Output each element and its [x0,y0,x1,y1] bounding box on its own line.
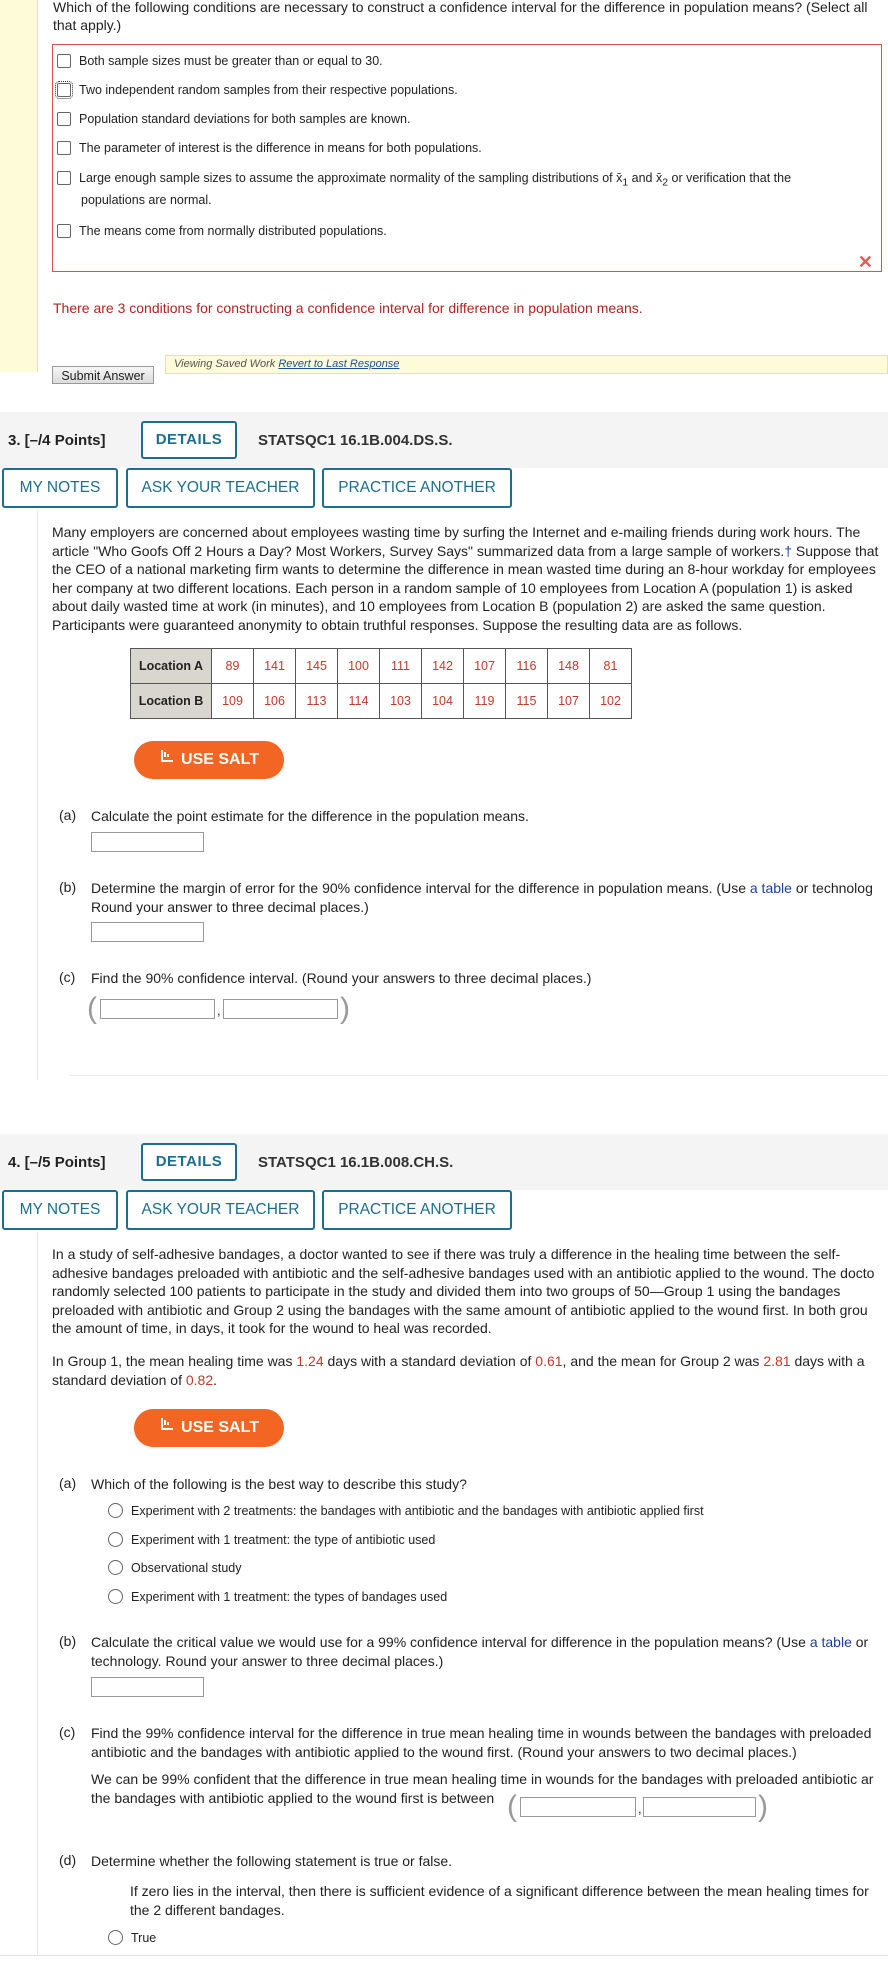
stats-text: In Group 1, the mean healing time was [52,1353,297,1369]
intro-line: the amount of time, in days, it took for the wound to heal was recorded. [52,1320,492,1336]
details-button[interactable]: DETAILS [141,421,237,459]
radio-button[interactable] [108,1930,123,1945]
part-b-text [91,1633,888,1670]
option-label: Large enough sample sizes to assume the approximate normality of the sampling distributions of [79,171,613,185]
q4-a-option-4[interactable] [108,1589,447,1604]
ci-upper-input[interactable] [643,1797,756,1817]
part-b-line [91,1633,888,1652]
close-paren: ) [758,1790,768,1823]
table-cell: 81 [590,649,632,684]
q4-code: STATSQC1 16.1B.008.CH.S. [258,1154,454,1171]
comma: , [638,1801,642,1816]
q2-option-6[interactable] [57,224,387,238]
option-label: Both sample sizes must be greater than or equal to 30. [79,54,383,68]
part-c-text [91,1724,888,1807]
table-cell: 107 [548,684,590,719]
part-a-text: Which of the following is the best way to describe this study? [91,1476,467,1492]
intro-line: In a study of self-adhesive bandages, a doctor wanted to see if there was truly a difference in the healing time between the self- [52,1246,841,1262]
table-cell: 89 [212,649,254,684]
part-b-label: (b) [59,879,77,895]
group2-mean: 2.81 [763,1353,791,1369]
q4-number: 4. [–/5 Points] [8,1154,106,1171]
use-salt-button[interactable] [134,741,284,779]
part-d-text: Determine whether the following statement is true or false. [91,1853,453,1869]
statement-line: the 2 different bandages. [130,1901,285,1918]
checkbox[interactable] [57,83,71,97]
q4-a-option-2[interactable] [108,1532,435,1547]
table-cell: 103 [380,684,422,719]
option-label-group [79,171,791,207]
q4-a-option-1[interactable] [108,1503,704,1518]
point-estimate-input[interactable] [91,832,204,852]
intro-line: about daily wasted time at work (in minutes), and 10 employees from Location B (population 2) are asked the same question. [52,598,826,614]
table-cell: 113 [296,684,338,719]
comma: , [217,1003,221,1018]
stats-text: days with a standard deviation of [323,1353,536,1369]
intro-line [52,542,888,561]
radio-button[interactable] [108,1589,123,1604]
group1-mean: 1.24 [296,1353,324,1369]
table-cell: 104 [422,684,464,719]
table-cell: 111 [380,649,422,684]
group1-sd: 0.61 [535,1353,563,1369]
intro-line: randomly selected 100 patients to participate in the study and divided them into two groups of 50—Group 1 using the bandages [52,1283,841,1299]
q2-option-2[interactable] [57,83,458,97]
q3-header [0,412,888,468]
part-b-line [91,879,888,898]
option-label: Observational study [131,1560,242,1575]
part-c-label: (c) [59,1724,76,1740]
option-label: The means come from normally distributed populations. [79,224,387,238]
saved-work-label: Viewing Saved Work [174,358,276,370]
radio-button[interactable] [108,1560,123,1575]
ci-lower-input[interactable] [100,999,215,1019]
close-paren: ) [340,992,350,1025]
salt-label: USE SALT [181,1419,259,1436]
part-b-line: technology. Round your answer to three decimal places.) [91,1652,444,1669]
stats-text: days with a [790,1353,865,1369]
checkbox[interactable] [57,112,71,126]
group2-sd: 0.82 [185,1371,214,1388]
ask-your-teacher-button[interactable]: ASK YOUR TEACHER [126,468,315,508]
table-cell: 148 [548,649,590,684]
radio-button[interactable] [108,1503,123,1518]
q3-intro [52,523,888,634]
table-cell: 102 [590,684,632,719]
practice-another-button[interactable]: PRACTICE ANOTHER [322,1190,512,1230]
part-d-statement [130,1882,888,1919]
stats-text: standard deviation of [52,1371,186,1388]
option-label-tail: or verification that the [671,171,792,185]
part-a-label: (a) [59,807,77,823]
stats-text: . [213,1371,218,1388]
submit-answer-button[interactable]: Submit Answer [52,366,154,384]
ci-lower-input[interactable] [520,1797,636,1817]
part-c-line: the bandages with antibiotic applied to the wound first is between [91,1789,495,1806]
option-label: The parameter of interest is the difference in means for both populations. [79,141,482,155]
part-b-text [91,879,888,916]
q2-option-4[interactable] [57,141,482,155]
use-salt-button[interactable] [134,1409,284,1447]
salt-icon [159,1409,175,1447]
table-cell: 115 [506,684,548,719]
section-divider [70,1075,888,1076]
option-label: Experiment with 2 treatments: the bandages with antibiotic and the bandages with antibiotic applied first [131,1503,704,1518]
table-row [131,684,632,719]
table-cell: 106 [254,684,296,719]
q4-d-true-option[interactable] [108,1930,156,1945]
option-label: Experiment with 1 treatment: the types of bandages used [131,1589,448,1604]
option-label: Two independent random samples from their respective populations. [79,83,458,97]
table-cell: 142 [422,649,464,684]
part-b-label: (b) [59,1633,77,1649]
table-link[interactable]: a table [809,1634,852,1650]
part-a-text: Calculate the point estimate for the difference in the population means. [91,808,529,824]
row-label: Location A [131,649,212,684]
my-notes-button[interactable]: MY NOTES [2,468,118,508]
intro-line: preloaded with antibiotic and Group 2 using the bandages with the same amount of antibiotic applied to the wound first. In both grou [52,1301,868,1318]
part-c-label: (c) [59,969,76,985]
table-cell: 145 [296,649,338,684]
part-c-line: We can be 99% confident that the difference in true mean healing time in wounds for the bandages with preloaded antibiotic ar [91,1771,874,1787]
footnote-link[interactable]: † [784,542,793,559]
part-b-line-text: Calculate the critical value we would use for a 99% confidence interval for difference in the population means? (Use [91,1634,806,1650]
row-label: Location B [131,684,212,719]
ask-your-teacher-button[interactable]: ASK YOUR TEACHER [126,1190,315,1230]
table-cell: 109 [212,684,254,719]
open-paren: ( [507,1790,517,1823]
intro-line-text: Suppose that [792,542,879,559]
intro-line: her company at two different locations. Each person in a random sample of 10 employees from Location A (population 1) is asked [52,579,853,596]
q4-header [0,1134,888,1190]
q4-intro [52,1245,888,1338]
bottom-edge [0,1955,888,1969]
content-rule [37,1232,38,1968]
salt-icon [159,741,175,779]
radio-button[interactable] [108,1532,123,1547]
revert-link[interactable]: Revert to Last Response [278,358,400,370]
part-c-line: antibiotic and the bandages with antibiotic applied to the wound first. (Round your answers to two decimal places.) [91,1743,797,1760]
question-2-area [0,0,888,372]
q2-option-5[interactable] [57,171,877,207]
intro-line: Participants were guaranteed anonymity to obtain truthful responses. Suppose the resulting data are as follows. [52,616,743,633]
checkbox[interactable] [57,54,71,68]
q3-number: 3. [–/4 Points] [8,432,106,449]
margin-of-error-input[interactable] [91,922,204,942]
part-b-line-text: Determine the margin of error for the 90% confidence interval for the difference in population means. (Use [91,880,746,896]
part-d-label: (d) [59,1852,77,1868]
intro-line: the CEO of a national marketing firm wants to determine the difference in mean wasted time during an 8-hour workday for employees [52,561,876,577]
checkbox[interactable] [57,224,71,238]
option-label-line2: populations are normal. [81,192,212,207]
open-paren: ( [87,992,97,1025]
xbar-subscript: 2 [662,177,669,189]
q2-feedback-text: There are 3 conditions for constructing a confidence interval for difference in population means. [53,300,643,316]
location-data-table [130,648,632,719]
content-rule [37,510,38,1080]
intro-line: adhesive bandages preloaded with antibiotic and the self-adhesive bandages used with an antibiotic applied to the wound. The docto [52,1264,875,1281]
incorrect-mark-icon: ✕ [857,252,873,272]
part-a-label: (a) [59,1475,77,1491]
my-notes-button[interactable]: MY NOTES [2,1190,118,1230]
stats-line [52,1352,888,1371]
critical-value-input[interactable] [91,1677,204,1697]
table-cell: 119 [464,684,506,719]
table-cell: 114 [338,684,380,719]
table-cell: 116 [506,649,548,684]
q2-option-3[interactable] [57,112,410,126]
intro-line: Many employers are concerned about employees wasting time by surfing the Internet and e-mailing friends during work hours. The [52,524,861,540]
q4-a-option-3[interactable] [108,1560,241,1575]
and-word: and [631,171,653,185]
q3-code: STATSQC1 16.1B.004.DS.S. [258,432,453,449]
part-c-text: Find the 90% confidence interval. (Round your answers to three decimal places.) [91,970,592,986]
part-b-line-text: or technolog [795,880,873,896]
option-label: True [131,1930,157,1945]
table-row [131,649,632,684]
xbar-subscript: 1 [622,177,629,189]
xbar-symbol: x̄ [616,171,623,185]
stats-line [52,1371,888,1390]
saved-work-bar [165,355,888,374]
q2-option-1[interactable] [57,54,383,68]
checkbox[interactable] [57,171,71,185]
ci-upper-input[interactable] [223,999,338,1019]
q2-options-box [52,44,882,272]
details-button[interactable]: DETAILS [141,1143,237,1181]
part-c-line: Find the 99% confidence interval for the difference in true mean healing time in wounds between the bandages with preloaded [91,1725,872,1741]
xbar-symbol: x̄ [655,171,663,185]
table-cell: 107 [464,649,506,684]
table-cell: 100 [338,649,380,684]
table-cell: 141 [254,649,296,684]
practice-another-button[interactable]: PRACTICE ANOTHER [322,468,512,508]
q4-stats [52,1352,888,1389]
stats-text: , and the mean for Group 2 was [562,1353,764,1369]
statement-line: If zero lies in the interval, then there is sufficient evidence of a significant difference between the mean healing times for [130,1883,869,1899]
checkbox[interactable] [57,141,71,155]
xbar-1 [616,171,629,189]
xbar-2 [655,171,669,189]
table-link[interactable]: a table [749,880,792,896]
q2-question-text: Which of the following conditions are necessary to construct a confidence interval for the difference in population means? (Select all that apply.) [53,0,868,33]
question-status-strip [0,0,38,372]
part-b-line: Round your answer to three decimal places.) [91,898,369,915]
intro-line-text: article "Who Goofs Off 2 Hours a Day? Most Workers, Survey Says" summarized data from a large sample of workers. [52,542,785,559]
option-label: Population standard deviations for both samples are known. [79,112,411,126]
part-b-line-text: or [855,1634,869,1650]
salt-label: USE SALT [181,751,259,768]
option-label: Experiment with 1 treatment: the type of antibiotic used [131,1532,436,1547]
